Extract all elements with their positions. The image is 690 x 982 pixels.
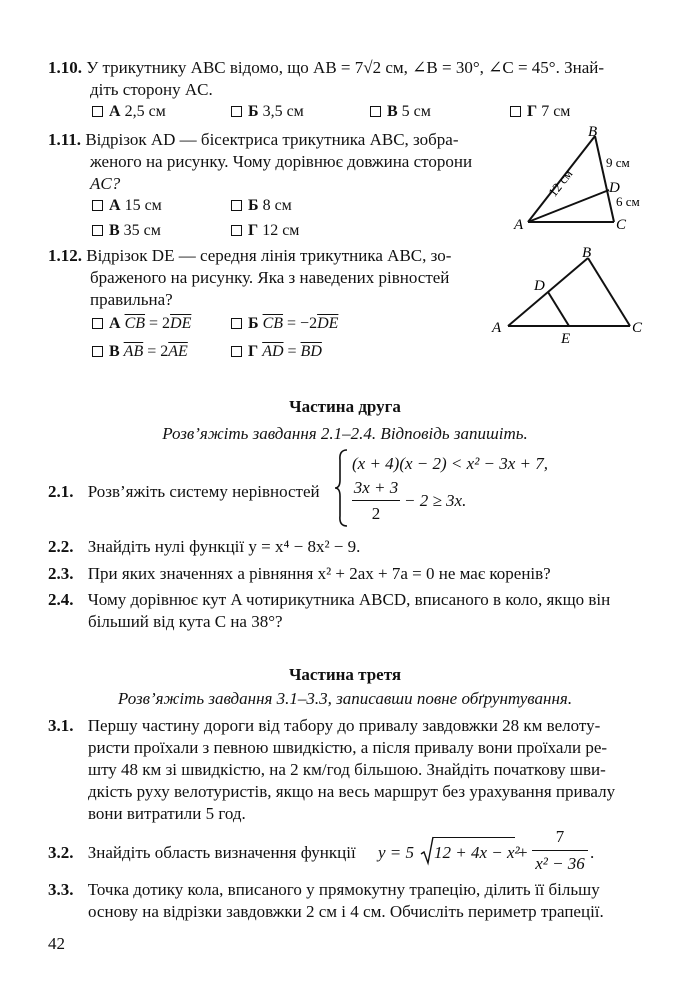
checkbox[interactable] xyxy=(231,106,242,117)
triangle-figure-1-11 xyxy=(510,122,660,237)
plus-sign: + xyxy=(518,843,528,862)
label-d: D xyxy=(534,278,545,294)
problem-number: 1.12. xyxy=(48,246,82,265)
problem-1-11-line2: женого на рисунку. Чому дорівнює довжина сторони xyxy=(90,152,473,171)
task-3-1-line5: вони витратили 5 год. xyxy=(88,804,246,823)
func-lhs: y = 5 xyxy=(378,843,415,862)
system-brace xyxy=(334,448,350,528)
problem-number: 1.10. xyxy=(48,58,82,77)
part-2-subtitle: Розв’яжіть завдання 2.1–2.4. Відповідь запишіть. xyxy=(162,424,528,443)
page-number: 42 xyxy=(48,934,65,953)
option-d[interactable]: Г 12 см xyxy=(231,222,299,240)
label-b: B xyxy=(582,245,592,261)
part-2-title: Частина друга xyxy=(289,397,401,416)
task-2-4: 2.4. Чому дорівнює кут A чотирикутника ABCD, вписаного в коло, якщо він xyxy=(48,590,611,609)
system-line-2-rest: − 2 ≥ 3x. xyxy=(404,491,467,510)
triangle-figure-1-12 xyxy=(488,240,658,350)
option-a[interactable]: А $\overline{CB} = 2\overline{DE}$ xyxy=(92,315,191,333)
problem-1-12-line2: браженого на рисунку. Яка з наведених рівностей xyxy=(90,268,450,287)
system-line-1: (x + 4)(x − 2) < x² − 3x + 7, xyxy=(352,454,549,473)
option-d[interactable]: Г $\overline{AD} = \overline{BD}$ xyxy=(231,343,322,361)
fraction-bar xyxy=(352,500,400,501)
side-bc xyxy=(588,258,630,326)
checkbox[interactable] xyxy=(92,200,103,211)
problem-1-11 xyxy=(48,129,459,151)
checkbox[interactable] xyxy=(92,346,103,357)
side-bc xyxy=(595,136,614,222)
checkbox[interactable] xyxy=(231,318,242,329)
radicand: 12 + 4x − x² xyxy=(434,843,520,862)
label-d: D xyxy=(609,180,620,196)
checkbox[interactable] xyxy=(231,225,242,236)
task-3-3: 3.3. Точка дотику кола, вписаного у прямокутну трапецію, ділить її більшу xyxy=(48,880,600,899)
frac-den: x² − 36 xyxy=(535,854,585,873)
task-3-1-line4: дкість руху велотуристів, якщо на весь маршрут без урахування привалу xyxy=(88,782,616,801)
label-ab: 12 см xyxy=(545,166,576,200)
label-bd: 9 см xyxy=(606,155,630,170)
option-d[interactable]: Г 7 см xyxy=(510,103,570,121)
part-3-title: Частина третя xyxy=(288,665,402,684)
checkbox[interactable] xyxy=(92,318,103,329)
option-c[interactable]: В 5 см xyxy=(370,103,431,121)
checkbox[interactable] xyxy=(370,106,381,117)
problem-1-12 xyxy=(48,245,451,267)
label-e: E xyxy=(561,331,571,347)
label-a: A xyxy=(514,217,524,233)
task-3-1: 3.1. Першу частину дороги від табору до привалу завдовжки 28 км велоту- xyxy=(48,716,601,735)
task-2-1: 2.1. Розв’яжіть систему нерівностей xyxy=(48,482,320,501)
problem-1-12-line3: правильна? xyxy=(90,290,173,309)
task-3-2: 3.2. Знайдіть область визначення функції xyxy=(48,843,356,862)
checkbox[interactable] xyxy=(92,106,103,117)
task-3-1-line2: ристи проїхали з певною швидкістю, а після привалу вони проїхали ре- xyxy=(88,738,608,757)
part-3-subtitle: Розв’яжіть завдання 3.1–3.3, записавши повне обґрунтування. xyxy=(117,689,573,708)
checkbox[interactable] xyxy=(92,225,103,236)
label-a: A xyxy=(492,320,502,336)
task-2-4-line2: більший від кута C на 38°? xyxy=(88,612,283,631)
sqrt-vinculum xyxy=(433,837,515,838)
option-c[interactable]: В 35 см xyxy=(92,222,161,240)
sqrt-sign xyxy=(420,836,434,866)
problem-text: Відрізок DE — середня лінія трикутника ABC, зо- xyxy=(86,246,452,265)
task-2-3: 2.3. При яких значеннях a рівняння x² + 2ax + 7a = 0 не має коренів? xyxy=(48,564,551,583)
checkbox[interactable] xyxy=(231,346,242,357)
frac-num: 7 xyxy=(555,827,565,846)
option-b[interactable]: Б $\overline{CB} = -2\overline{DE}$ xyxy=(231,315,338,333)
system-frac-den: 2 xyxy=(371,504,381,523)
option-b[interactable]: Б 3,5 см xyxy=(231,103,304,121)
checkbox[interactable] xyxy=(231,200,242,211)
option-a[interactable]: А 15 см xyxy=(92,197,162,215)
checkbox[interactable] xyxy=(510,106,521,117)
task-2-2: 2.2. Знайдіть нулі функції y = x⁴ − 8x² − 9. xyxy=(48,537,361,556)
problem-1-10 xyxy=(48,57,604,79)
problem-1-10-line2: діть сторону AC. xyxy=(90,80,213,99)
label-c: C xyxy=(632,320,643,336)
label-dc: 6 см xyxy=(616,194,640,209)
midline-de xyxy=(548,292,569,326)
task-3-1-line3: шту 48 км зі швидкістю, на 2 км/год більшою. Знайдіть початкову шви- xyxy=(88,760,606,779)
task-3-3-line2: основу на відрізки завдовжки 2 см і 4 см. Обчисліть периметр трапеції. xyxy=(88,902,604,921)
problem-number: 1.11. xyxy=(48,130,82,149)
problem-1-11-line3: AC? xyxy=(90,174,121,193)
option-c[interactable]: В $\overline{AB} = 2\overline{AE}$ xyxy=(92,343,188,361)
problem-text: Відрізок AD — бісектриса трикутника ABC, зобра- xyxy=(85,130,459,149)
end-period: . xyxy=(590,843,595,862)
option-a[interactable]: А 2,5 см xyxy=(92,103,166,121)
label-b: B xyxy=(588,124,598,140)
fraction-bar xyxy=(532,850,588,851)
option-b[interactable]: Б 8 см xyxy=(231,197,292,215)
label-c: C xyxy=(616,217,627,233)
system-frac-num: 3x + 3 xyxy=(353,478,399,497)
problem-text: У трикутнику ABC відомо, що AB = 7√2 см, ∠B = 30°, ∠C = 45°. Знай- xyxy=(86,58,605,77)
